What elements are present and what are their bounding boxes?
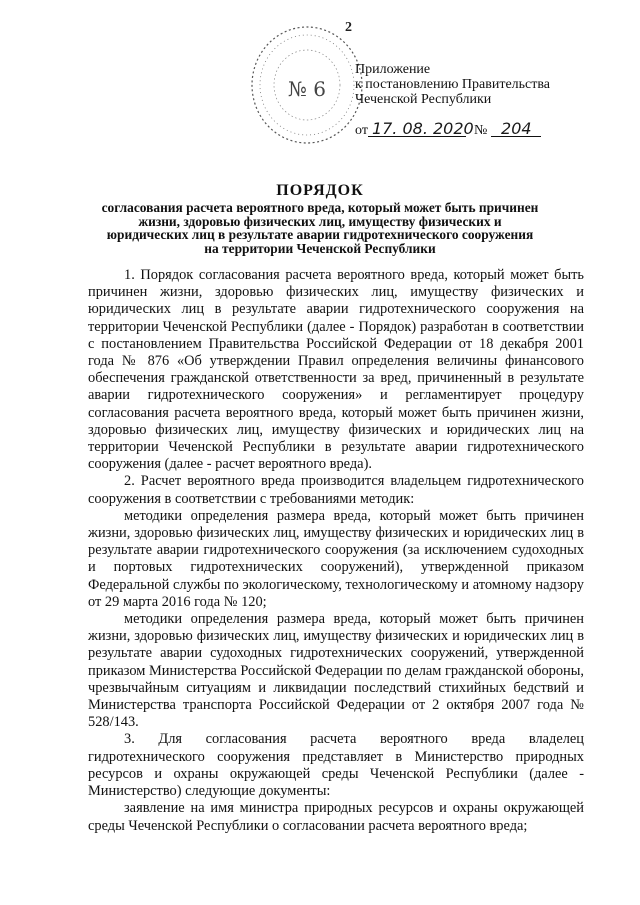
header-appendix: Приложение [355, 62, 431, 77]
subtitle-line: согласования расчета вероятного вреда, который может быть причинен [101, 200, 539, 215]
registration-stamp [248, 22, 366, 148]
stamp-number: № 6 [287, 77, 327, 101]
handwritten-number: 204 [491, 121, 541, 137]
number-label: № [473, 123, 488, 138]
document-body [88, 267, 584, 835]
date-prefix: от [355, 123, 368, 138]
document-title: ПОРЯДОК [276, 182, 364, 199]
paragraph-2: 2. Расчет вероятного вреда производится владельцем гидротехнического сооружения в соответствии с требованиями методик: [88, 473, 584, 507]
paragraph-method-1: методики определения размера вреда, который может быть причинен жизни, здоровью физических лиц, имуществу физических и юридических лиц в результате аварии гидротехнического сооружения (за исключением судоходных и портовых гидротехнических сооружений), утвержденной приказом Федеральной службы по экологическому, технологическому и атомному надзору от 29 марта 2016 года № 120; [88, 507, 584, 610]
paragraph-method-2: методики определения размера вреда, который может быть причинен жизни, здоровью физических лиц, имуществу физических и юридических лиц в результате аварии судоходных гидротехнических сооружений, утвержденной приказом Министерства Российской Федерации по делам гражданской обороны, чрезвычайным ситуациям и ликвидации последствий стихийных бедствий и Министерства транспорта Российской Федерации от 2 октября 2007 года № 528/143. [88, 611, 585, 731]
subtitle-line: юридических лиц в результате аварии гидротехнического сооружения [106, 227, 534, 242]
header-resolution: к постановлению Правительства [355, 77, 551, 92]
paragraph-application: заявление на имя министра природных ресурсов и охраны окружающей среды Чеченской Республики о согласовании расчета вероятного вреда; [88, 800, 584, 834]
header-date-line [355, 121, 615, 138]
page-number: 2 [345, 20, 352, 35]
paragraph-3: 3. Для согласования расчета вероятного вреда владелец гидротехнического сооружения представляет в Министерство природных ресурсов и охраны окружающей среды Чеченской Республики (далее - Министерство) следующие документы: [88, 731, 584, 800]
paragraph-1: 1. Порядок согласования расчета вероятного вреда, который может быть причинен жизни, здоровью физических лиц, имуществу физических и юридических лиц в результате аварии гидротехнического сооружения на территории Чеченской Республики (далее - Порядок) разработан в соответствии с постановлением Правительства Российской Федерации от 18 декабря 2001 года № 876 «Об утверждении Правил определения величины финансового обеспечения гражданской ответственности за вред, причиненный в результате аварии гидротехнического сооружения» и регламентирует процедуру согласования расчета вероятного вреда, который может быть причинен жизни, здоровью физических лиц, имуществу физических и юридических лиц на территории Чеченской Республики в результате аварии гидротехнического сооружения (далее - расчет вероятного вреда). [88, 267, 584, 473]
subtitle-line: жизни, здоровью физических лиц, имуществу физических и [138, 213, 502, 229]
document-subtitle [60, 201, 580, 255]
handwritten-date: 17. 08. 2020 [368, 121, 466, 137]
subtitle-line: на территории Чеченской Республики [204, 240, 436, 256]
header-republic: Чеченской Республики [355, 92, 492, 107]
approval-header [355, 62, 615, 138]
